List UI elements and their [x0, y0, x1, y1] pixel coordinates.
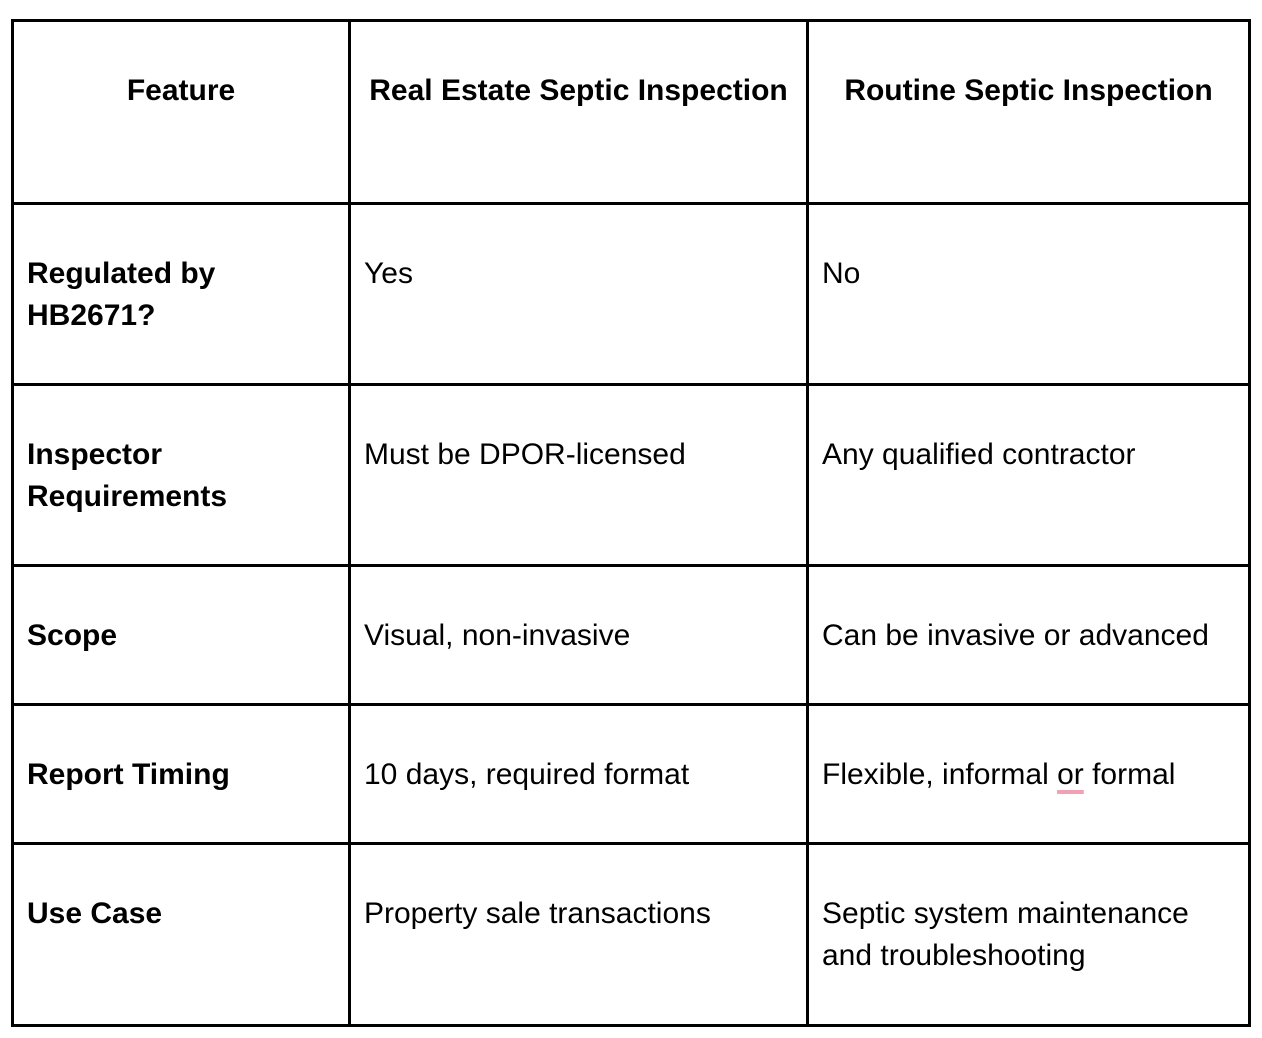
feature-text: Use Case: [27, 897, 163, 930]
cell-feature[interactable]: [13, 844, 350, 1026]
header-feature-text: Feature: [126, 74, 236, 107]
feature-text: Scope: [27, 619, 118, 652]
feature-text: Regulated by HB2671?: [27, 257, 216, 332]
cell-real-estate[interactable]: [350, 705, 808, 844]
spellcheck-flagged-word[interactable]: or: [1057, 758, 1084, 791]
real-estate-text: Property sale transactions: [364, 897, 711, 930]
real-estate-text: Visual, non-invasive: [364, 619, 631, 652]
cell-feature[interactable]: [13, 566, 350, 705]
cell-feature[interactable]: [13, 204, 350, 385]
cell-feature[interactable]: [13, 705, 350, 844]
header-cell-feature[interactable]: [13, 21, 350, 204]
header-real-estate-text: Real Estate Septic Inspection: [369, 74, 788, 107]
routine-text-start: Flexible, informal: [822, 758, 1058, 791]
table-row: [13, 204, 1250, 385]
cell-routine[interactable]: [808, 566, 1250, 705]
cell-real-estate[interactable]: [350, 385, 808, 566]
header-cell-routine[interactable]: [808, 21, 1250, 204]
table-row: [13, 844, 1250, 1026]
header-cell-real-estate[interactable]: [350, 21, 808, 204]
feature-text: Report Timing: [27, 758, 230, 791]
cell-real-estate[interactable]: [350, 566, 808, 705]
routine-text: Any qualified contractor: [822, 438, 1136, 471]
comparison-table: [11, 19, 1251, 1027]
header-row: [13, 21, 1250, 204]
header-routine-text: Routine Septic Inspection: [844, 74, 1213, 107]
table-row: [13, 385, 1250, 566]
real-estate-text: Must be DPOR-licensed: [364, 438, 686, 471]
routine-text: Can be invasive or advanced: [822, 619, 1209, 652]
cell-routine[interactable]: [808, 705, 1250, 844]
table-row: [13, 566, 1250, 705]
cell-real-estate[interactable]: [350, 844, 808, 1026]
routine-text: Septic system maintenance and troubleshooting: [822, 897, 1189, 972]
cell-routine[interactable]: [808, 385, 1250, 566]
routine-text-end: formal: [1083, 758, 1176, 791]
routine-text: [809, 706, 1248, 796]
real-estate-text: Yes: [364, 257, 413, 290]
real-estate-text: 10 days, required format: [364, 758, 690, 791]
feature-text: Inspector Requirements: [27, 438, 228, 513]
cell-routine[interactable]: [808, 844, 1250, 1026]
cell-routine[interactable]: [808, 204, 1250, 385]
cell-feature[interactable]: [13, 385, 350, 566]
cell-real-estate[interactable]: [350, 204, 808, 385]
routine-text: No: [822, 257, 861, 290]
table-row: [13, 705, 1250, 844]
